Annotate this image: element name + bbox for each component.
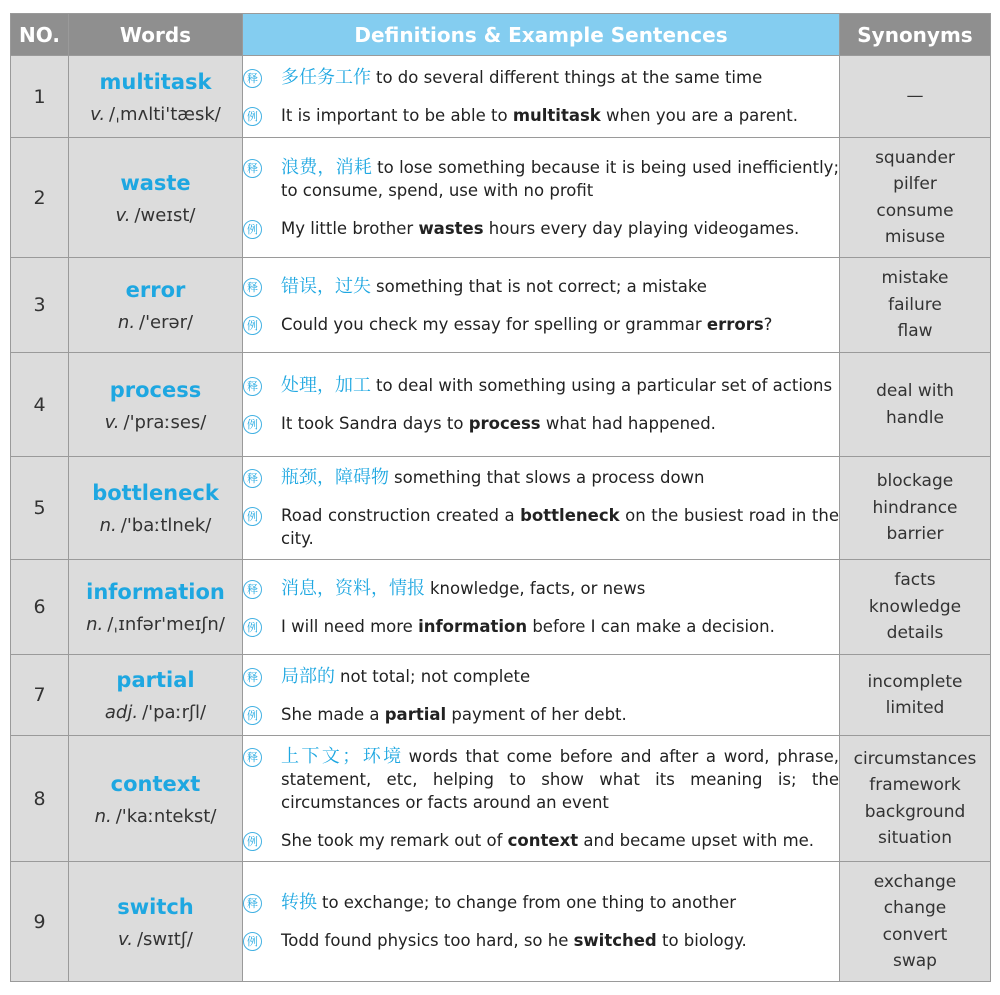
definition-marker-icon: 释 [243,159,262,178]
phonetic: /'erər/ [139,312,194,333]
part-of-speech: v. [104,411,120,433]
part-of-speech: n. [86,614,104,635]
table-row [11,862,991,982]
table-row [11,457,991,560]
definition-text [281,577,839,600]
row-number: 1 [11,56,69,138]
english-definition: not total; not complete [340,666,531,686]
word-cell [69,138,243,258]
example-sentence [281,104,839,127]
table-row [11,736,991,862]
example-sentence [281,217,839,240]
synonyms-cell [840,457,991,560]
definition-line [243,466,839,489]
definition-text [281,374,839,397]
row-number: 2 [11,138,69,258]
example-line [243,412,839,435]
english-definition: to do several different things at the same time [376,68,763,87]
row-number: 4 [11,353,69,457]
definition-cell [243,353,840,457]
word-cell [69,258,243,353]
example-keyword: bottleneck [520,506,620,525]
synonym: handle [886,407,944,428]
synonym: swap [893,951,937,971]
definition-text [281,466,839,489]
table-row [11,353,991,457]
definition-cell [243,457,840,560]
example-marker-icon: 例 [243,507,262,526]
part-of-speech: v. [118,928,133,950]
english-definition: knowledge, facts, or news [430,578,646,598]
pronunciation [69,806,242,827]
definition-marker-icon: 释 [243,377,262,396]
definition-line [243,745,839,814]
part-of-speech: v. [90,103,106,125]
chinese-definition: 错误，过失 [281,275,371,297]
pronunciation [69,205,242,226]
pronunciation [69,104,242,125]
headword: bottleneck [92,481,219,505]
example-line [243,504,839,550]
definition-marker-icon: 释 [243,469,262,488]
synonym: barrier [886,524,944,545]
example-text: when you are a parent. [600,106,799,125]
synonym: convert [882,924,948,945]
synonym: change [883,898,947,918]
example-keyword: errors [706,314,764,334]
example-line [243,929,839,952]
phonetic: /'praːses/ [123,411,207,433]
synonyms-cell [840,258,991,353]
english-definition: words that come before and after a word, phrase, statement, etc, helping to show what its meaning is; the circumstances or facts around an event [281,747,840,812]
example-text: payment of her debt. [446,704,627,724]
word-cell [69,560,243,655]
synonym: exchange [873,871,957,892]
definition-text [281,66,839,89]
example-text: to biology. [656,931,747,950]
example-sentence [281,703,839,726]
synonyms-cell [840,560,991,655]
example-marker-icon: 例 [243,832,262,851]
part-of-speech: n. [94,805,112,827]
row-number: 3 [11,258,69,353]
pronunciation [69,702,242,723]
definition-line [243,665,839,688]
example-text: She took my remark out of [281,831,508,850]
definition-cell [243,258,840,353]
phonetic: /swɪtʃ/ [136,928,193,950]
synonyms-cell [840,56,991,138]
example-keyword: process [468,414,541,433]
word-cell [69,457,243,560]
chinese-definition: 浪费，消耗 [281,156,373,178]
example-text: Road construction created a [281,506,521,525]
example-line [243,104,839,127]
example-text: what had happened. [540,414,716,433]
header-row [11,14,991,56]
table-row [11,655,991,736]
english-definition: something that is not correct; a mistake [376,276,707,296]
synonym: details [886,623,944,644]
phonetic: /'paːrʃl/ [142,702,207,723]
chinese-definition: 多任务工作 [281,67,371,88]
header-definitions: Definitions & Example Sentences [243,14,840,56]
chinese-definition: 上下文；环境 [281,746,404,767]
part-of-speech: n. [117,312,136,333]
phonetic: /'baːtlnek/ [120,515,212,536]
row-number: 7 [11,655,69,736]
example-sentence [281,829,839,852]
chinese-definition: 消息，资料，情报 [281,577,425,599]
pronunciation [69,929,242,950]
example-text: She made a [281,704,385,724]
definition-cell [243,736,840,862]
word-cell [69,655,243,736]
example-text: before I can make a decision. [527,616,775,636]
example-line [243,217,839,240]
example-sentence [281,615,839,638]
word-cell [69,353,243,457]
example-text: hours every day playing videogames. [483,218,800,238]
english-definition: to deal with something using a particular set of actions [376,376,833,395]
definition-cell [243,138,840,258]
pronunciation [69,614,242,635]
headword: information [86,580,225,604]
synonym: mistake [881,268,949,289]
headword: partial [116,668,195,692]
synonym: situation [877,828,952,848]
example-keyword: partial [384,704,447,724]
example-text: It took Sandra days to [281,414,469,433]
definition-marker-icon: 释 [243,894,262,913]
row-number: 6 [11,560,69,655]
definition-text [281,891,839,914]
definition-marker-icon: 释 [243,69,262,88]
word-cell [69,56,243,138]
table-body [11,56,991,982]
synonym: circumstances [853,748,977,769]
header-synonyms: Synonyms [840,14,991,56]
example-line [243,703,839,726]
synonym: framework [869,775,961,795]
synonyms-cell [840,862,991,982]
example-text: Could you check my essay for spelling or grammar [281,314,707,334]
part-of-speech: adj. [104,702,139,723]
synonym: pilfer [893,174,937,194]
definition-line [243,891,839,914]
example-keyword: switched [573,931,657,950]
headword: error [125,278,186,302]
example-text: I will need more [281,616,419,636]
row-number: 5 [11,457,69,560]
table-row [11,560,991,655]
headword: waste [120,170,191,195]
headword: switch [117,894,194,919]
example-keyword: multitask [512,106,601,125]
headword: context [110,771,201,796]
definition-cell [243,56,840,138]
definition-text [281,665,839,688]
phonetic: /ˌɪnfər'meɪʃn/ [107,614,225,635]
headword: process [109,377,202,402]
example-text: Todd found physics too hard, so he [281,931,574,950]
synonym: facts [894,570,936,591]
english-definition: to lose something because it is being used inefficiently; to consume, spend, use with no profit [281,157,839,200]
definition-marker-icon: 释 [243,278,262,297]
header-no: NO. [11,14,69,56]
example-keyword: wastes [418,218,484,238]
synonym: — [906,86,924,107]
definition-line [243,374,839,397]
example-keyword: information [418,616,528,636]
synonym: knowledge [868,596,962,617]
synonym: consume [876,200,954,221]
synonym: hindrance [872,497,958,518]
definition-text [281,745,839,814]
example-text: It is important to be able to [281,106,513,125]
part-of-speech: n. [99,515,117,536]
synonym: failure [888,294,942,315]
vocabulary-table [10,13,991,982]
example-text: My little brother [281,218,419,238]
example-marker-icon: 例 [243,107,262,126]
definition-marker-icon: 释 [243,668,262,687]
chinese-definition: 局部的 [281,665,335,687]
example-sentence [281,412,839,435]
definition-text [281,275,839,298]
example-sentence [281,313,839,336]
header-words: Words [69,14,243,56]
row-number: 9 [11,862,69,982]
definition-marker-icon: 释 [243,748,262,767]
definition-marker-icon: 释 [243,580,262,599]
synonym: limited [885,698,945,718]
phonetic: /'kaːntekst/ [115,805,217,827]
example-line [243,829,839,852]
example-marker-icon: 例 [243,932,262,951]
example-marker-icon: 例 [243,618,262,637]
part-of-speech: v. [115,204,131,226]
example-text: and became upset with me. [578,831,815,850]
phonetic: /ˌmʌlti'tæsk/ [109,103,221,125]
definition-line [243,577,839,600]
example-sentence [281,929,839,952]
example-marker-icon: 例 [243,706,262,725]
word-cell [69,862,243,982]
pronunciation [69,312,242,333]
definition-line [243,156,839,202]
word-cell [69,736,243,862]
synonym: background [864,801,966,822]
table-row [11,258,991,353]
row-number: 8 [11,736,69,862]
definition-text [281,156,839,202]
synonyms-cell [840,138,991,258]
example-marker-icon: 例 [243,415,262,434]
example-text: ? [763,314,773,334]
synonym: incomplete [867,671,963,692]
definition-cell [243,862,840,982]
phonetic: /weɪst/ [134,204,196,226]
chinese-definition: 转换 [281,892,317,913]
synonym: blockage [876,471,954,492]
definition-cell [243,655,840,736]
synonym: misuse [884,227,946,247]
headword: multitask [99,69,212,94]
pronunciation [69,515,242,536]
example-marker-icon: 例 [243,316,262,335]
definition-line [243,66,839,89]
synonyms-cell [840,736,991,862]
chinese-definition: 瓶颈，障碍物 [281,467,389,488]
synonyms-cell [840,655,991,736]
table-row [11,56,991,138]
example-marker-icon: 例 [243,220,262,239]
synonym: squander [875,147,955,168]
example-sentence [281,504,839,550]
synonym: flaw [897,321,933,342]
definition-line [243,275,839,298]
pronunciation [69,412,242,433]
chinese-definition: 处理，加工 [281,375,371,396]
example-keyword: context [507,831,579,850]
table-row [11,138,991,258]
english-definition: to exchange; to change from one thing to another [322,893,737,912]
example-line [243,615,839,638]
synonym: deal with [876,381,954,401]
example-text: on the busiest road in the city. [281,506,839,548]
definition-cell [243,560,840,655]
example-line [243,313,839,336]
synonyms-cell [840,353,991,457]
english-definition: something that slows a process down [394,468,705,487]
